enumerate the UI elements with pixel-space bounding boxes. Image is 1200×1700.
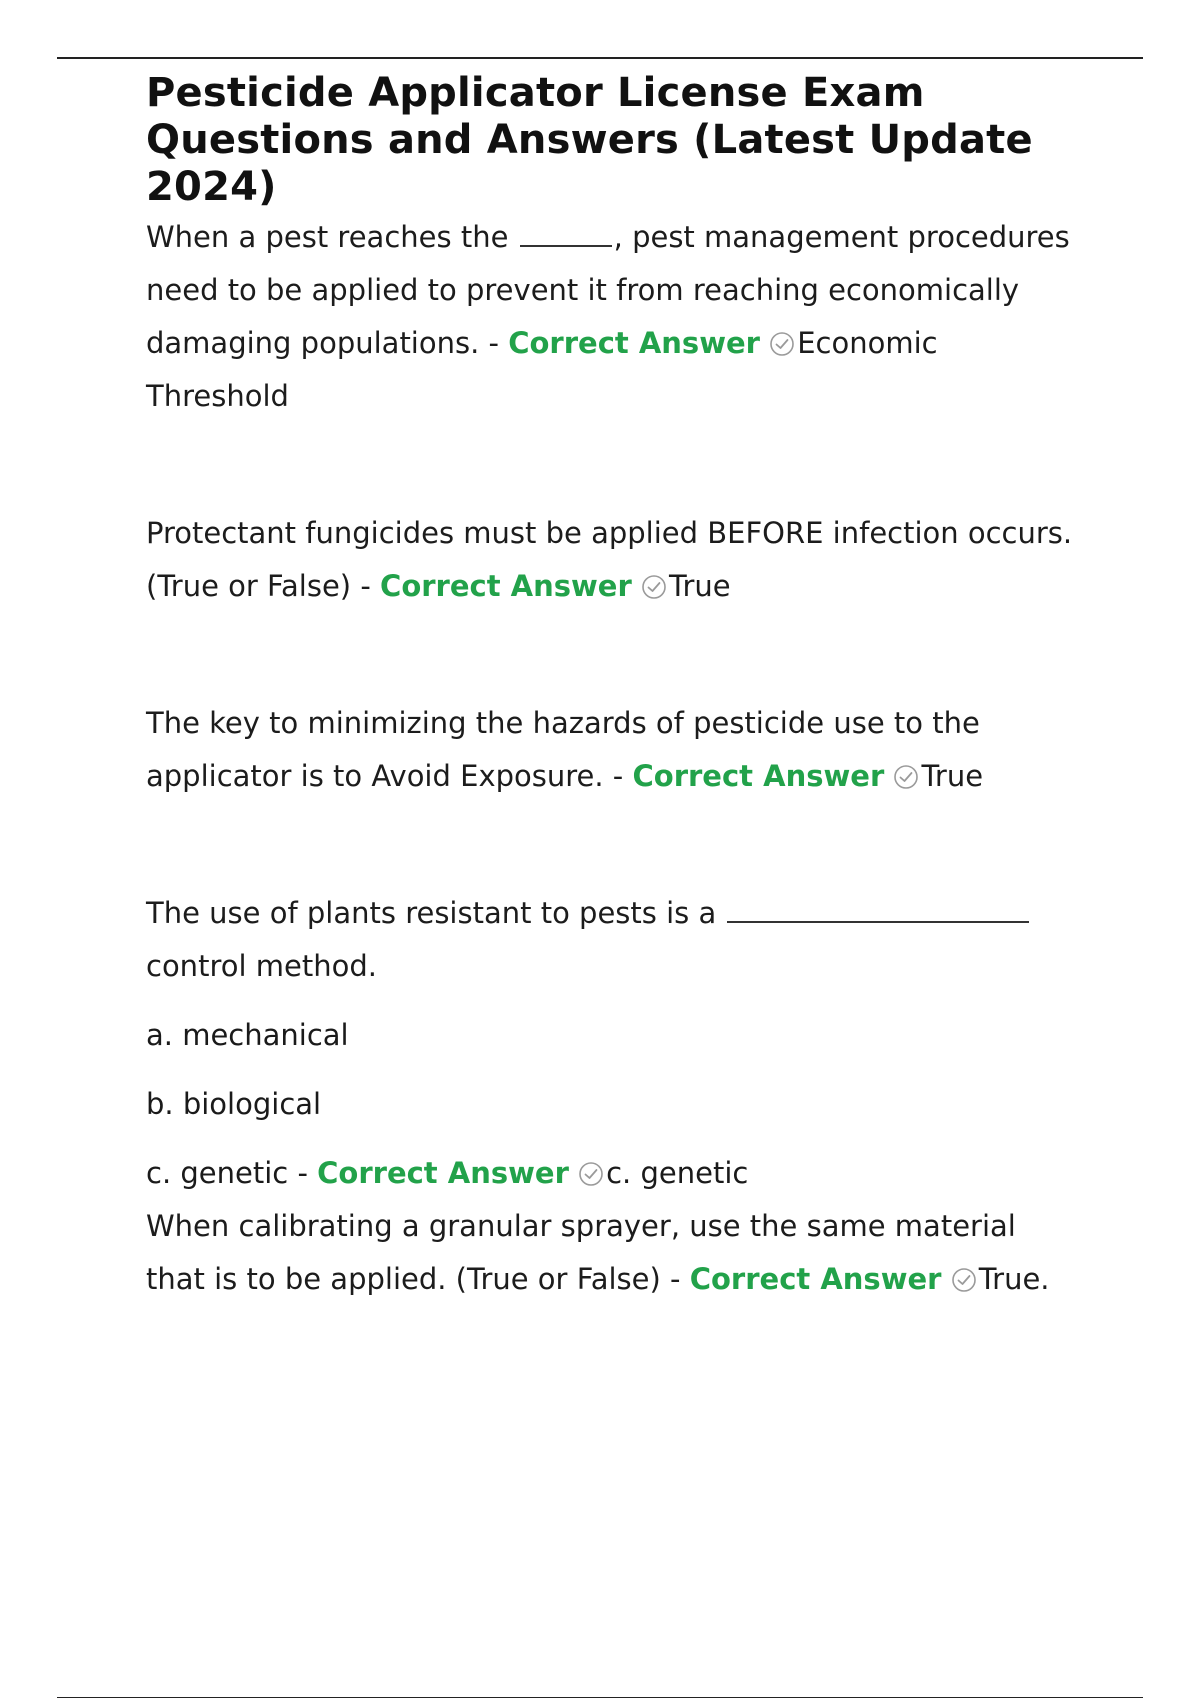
document-body [146,70,1076,1306]
correct-answer-label: Correct Answer [632,759,885,793]
question-text: The use of plants resistant to pests is a [146,896,726,930]
option-b: b. biological [146,1087,322,1121]
check-circle-icon [578,1161,604,1187]
question-text: , pest management procedures need to be applied to prevent it from reaching economically damaging populations. - [146,220,1070,360]
check-circle-icon [641,574,667,600]
answer-text: True. [978,1262,1050,1296]
correct-answer-label: Correct Answer [380,569,632,603]
correct-answer-label: Correct Answer [317,1156,569,1190]
check-circle-icon [769,331,795,357]
answer-text: True [669,569,731,603]
question-5 [146,1200,1076,1306]
answer-text: c. genetic [606,1156,749,1190]
option-a: a. mechanical [146,1018,349,1052]
question-text: control method. [146,949,377,983]
answer-text: True [921,759,984,793]
question-2 [146,507,1076,613]
check-circle-icon [951,1267,977,1293]
answer-blank [520,244,612,247]
question-text: The key to minimizing the hazards of pesticide use to the applicator is to Avoid Exposure. - [146,706,980,793]
bottom-rule [57,1697,1143,1698]
question-text: When a pest reaches the [146,220,518,254]
question-3 [146,697,1076,803]
check-circle-icon [893,764,919,790]
document-title: Pesticide Applicator License Exam Questions and Answers (Latest Update 2024) [146,70,1033,210]
option-c [146,1147,1076,1200]
question-1 [146,211,1076,423]
correct-answer-label: Correct Answer [508,326,760,360]
answer-text: Economic Threshold [146,326,938,413]
option-text: c. genetic - [146,1156,318,1190]
question-text: When calibrating a granular sprayer, use the same material that is to be applied. (True or False) - [146,1209,1016,1296]
question-text: Protectant fungicides must be applied BEFORE infection occurs. (True or False) - [146,516,1073,603]
question-4 [146,887,1076,993]
top-rule [57,57,1143,59]
answer-blank [727,920,1029,923]
correct-answer-label: Correct Answer [689,1262,942,1296]
